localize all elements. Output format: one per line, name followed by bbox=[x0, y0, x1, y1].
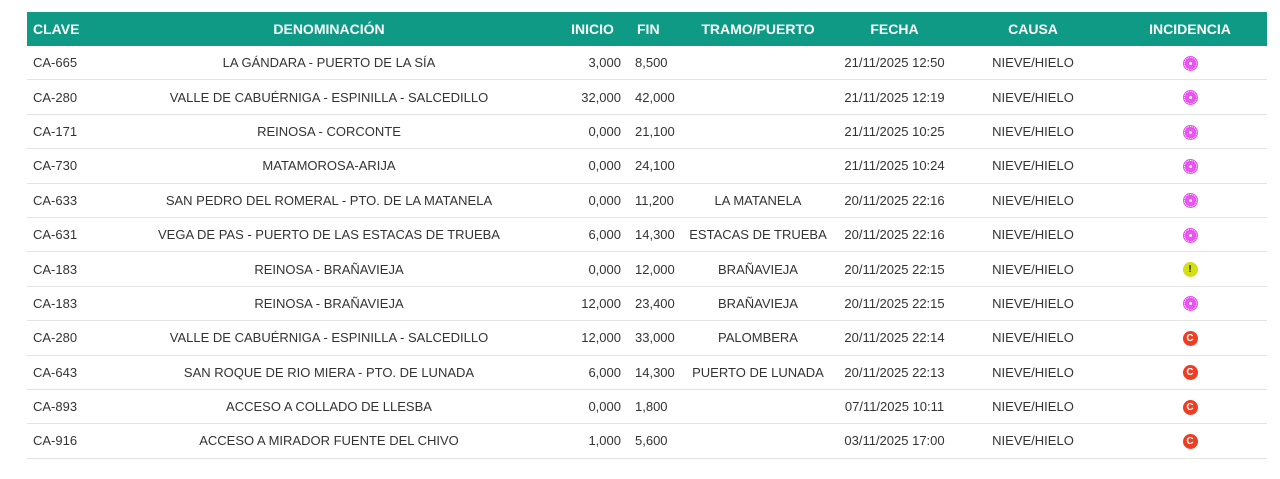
red-closed-icon[interactable]: C bbox=[1183, 365, 1198, 380]
cell-denominacion: REINOSA - BRAÑAVIEJA bbox=[100, 252, 558, 286]
cell-tramo bbox=[680, 149, 836, 183]
table-row bbox=[27, 149, 1267, 183]
header-fecha: FECHA bbox=[836, 12, 953, 46]
cell-inicio: 3,000 bbox=[558, 46, 627, 80]
cell-denominacion: REINOSA - BRAÑAVIEJA bbox=[100, 286, 558, 320]
table-row bbox=[27, 252, 1267, 286]
cell-incidencia bbox=[1113, 286, 1267, 320]
cell-incidencia bbox=[1113, 149, 1267, 183]
cell-fin: 21,100 bbox=[627, 114, 680, 148]
header-clave: CLAVE bbox=[27, 12, 100, 46]
cell-denominacion: VALLE DE CABUÉRNIGA - ESPINILLA - SALCEDILLO bbox=[100, 80, 558, 114]
cell-denominacion: REINOSA - CORCONTE bbox=[100, 114, 558, 148]
magenta-chain-icon[interactable] bbox=[1183, 228, 1198, 243]
cell-fecha: 03/11/2025 17:00 bbox=[836, 424, 953, 458]
cell-incidencia bbox=[1113, 183, 1267, 217]
magenta-chain-icon[interactable] bbox=[1183, 159, 1198, 174]
cell-causa: NIEVE/HIELO bbox=[953, 80, 1113, 114]
cell-denominacion: SAN ROQUE DE RIO MIERA - PTO. DE LUNADA bbox=[100, 355, 558, 389]
cell-fecha: 20/11/2025 22:16 bbox=[836, 217, 953, 251]
cell-causa: NIEVE/HIELO bbox=[953, 114, 1113, 148]
cell-inicio: 1,000 bbox=[558, 424, 627, 458]
header-tramo: TRAMO/PUERTO bbox=[680, 12, 836, 46]
cell-inicio: 12,000 bbox=[558, 321, 627, 355]
cell-causa: NIEVE/HIELO bbox=[953, 217, 1113, 251]
table-row bbox=[27, 355, 1267, 389]
header-inicio: INICIO bbox=[558, 12, 627, 46]
table-row bbox=[27, 389, 1267, 423]
cell-fin: 1,800 bbox=[627, 389, 680, 423]
cell-incidencia bbox=[1113, 424, 1267, 458]
cell-causa: NIEVE/HIELO bbox=[953, 389, 1113, 423]
cell-fin: 42,000 bbox=[627, 80, 680, 114]
cell-causa: NIEVE/HIELO bbox=[953, 355, 1113, 389]
cell-fin: 14,300 bbox=[627, 217, 680, 251]
cell-incidencia bbox=[1113, 355, 1267, 389]
cell-clave: CA-665 bbox=[27, 46, 100, 80]
cell-incidencia bbox=[1113, 389, 1267, 423]
cell-clave: CA-183 bbox=[27, 286, 100, 320]
red-closed-icon[interactable]: C bbox=[1183, 331, 1198, 346]
cell-causa: NIEVE/HIELO bbox=[953, 286, 1113, 320]
cell-clave: CA-631 bbox=[27, 217, 100, 251]
cell-inicio: 0,000 bbox=[558, 389, 627, 423]
magenta-chain-icon[interactable] bbox=[1183, 296, 1198, 311]
cell-fecha: 20/11/2025 22:15 bbox=[836, 252, 953, 286]
red-closed-icon[interactable]: C bbox=[1183, 434, 1198, 449]
cell-inicio: 12,000 bbox=[558, 286, 627, 320]
cell-clave: CA-633 bbox=[27, 183, 100, 217]
cell-tramo: BRAÑAVIEJA bbox=[680, 252, 836, 286]
cell-tramo bbox=[680, 46, 836, 80]
table-row bbox=[27, 114, 1267, 148]
cell-inicio: 0,000 bbox=[558, 252, 627, 286]
cell-fecha: 20/11/2025 22:15 bbox=[836, 286, 953, 320]
cell-fin: 33,000 bbox=[627, 321, 680, 355]
cell-tramo bbox=[680, 424, 836, 458]
header-denominacion: DENOMINACIÓN bbox=[100, 12, 558, 46]
cell-inicio: 32,000 bbox=[558, 80, 627, 114]
cell-denominacion: SAN PEDRO DEL ROMERAL - PTO. DE LA MATANELA bbox=[100, 183, 558, 217]
cell-fin: 12,000 bbox=[627, 252, 680, 286]
cell-clave: CA-280 bbox=[27, 80, 100, 114]
cell-incidencia bbox=[1113, 217, 1267, 251]
cell-causa: NIEVE/HIELO bbox=[953, 149, 1113, 183]
cell-inicio: 6,000 bbox=[558, 355, 627, 389]
table-row bbox=[27, 286, 1267, 320]
cell-clave: CA-893 bbox=[27, 389, 100, 423]
cell-denominacion: ACCESO A MIRADOR FUENTE DEL CHIVO bbox=[100, 424, 558, 458]
cell-inicio: 0,000 bbox=[558, 149, 627, 183]
cell-denominacion: VEGA DE PAS - PUERTO DE LAS ESTACAS DE TRUEBA bbox=[100, 217, 558, 251]
cell-incidencia bbox=[1113, 46, 1267, 80]
cell-tramo: ESTACAS DE TRUEBA bbox=[680, 217, 836, 251]
cell-fin: 23,400 bbox=[627, 286, 680, 320]
cell-denominacion: VALLE DE CABUÉRNIGA - ESPINILLA - SALCEDILLO bbox=[100, 321, 558, 355]
cell-tramo: BRAÑAVIEJA bbox=[680, 286, 836, 320]
cell-fin: 8,500 bbox=[627, 46, 680, 80]
cell-fin: 14,300 bbox=[627, 355, 680, 389]
cell-denominacion: MATAMOROSA-ARIJA bbox=[100, 149, 558, 183]
cell-clave: CA-171 bbox=[27, 114, 100, 148]
header-causa: CAUSA bbox=[953, 12, 1113, 46]
cell-incidencia bbox=[1113, 321, 1267, 355]
cell-tramo bbox=[680, 389, 836, 423]
cell-fecha: 21/11/2025 12:19 bbox=[836, 80, 953, 114]
cell-causa: NIEVE/HIELO bbox=[953, 183, 1113, 217]
magenta-chain-icon[interactable] bbox=[1183, 90, 1198, 105]
cell-denominacion: ACCESO A COLLADO DE LLESBA bbox=[100, 389, 558, 423]
cell-fecha: 20/11/2025 22:16 bbox=[836, 183, 953, 217]
cell-clave: CA-280 bbox=[27, 321, 100, 355]
table-row bbox=[27, 80, 1267, 114]
cell-causa: NIEVE/HIELO bbox=[953, 321, 1113, 355]
cell-fecha: 20/11/2025 22:13 bbox=[836, 355, 953, 389]
cell-clave: CA-916 bbox=[27, 424, 100, 458]
cell-inicio: 6,000 bbox=[558, 217, 627, 251]
cell-inicio: 0,000 bbox=[558, 114, 627, 148]
cell-causa: NIEVE/HIELO bbox=[953, 424, 1113, 458]
cell-tramo: PALOMBERA bbox=[680, 321, 836, 355]
table-row bbox=[27, 217, 1267, 251]
cell-fecha: 21/11/2025 10:24 bbox=[836, 149, 953, 183]
cell-incidencia bbox=[1113, 80, 1267, 114]
magenta-chain-icon[interactable] bbox=[1183, 125, 1198, 140]
magenta-chain-icon[interactable] bbox=[1183, 193, 1198, 208]
cell-clave: CA-643 bbox=[27, 355, 100, 389]
table-row bbox=[27, 321, 1267, 355]
table-row bbox=[27, 183, 1267, 217]
cell-tramo bbox=[680, 114, 836, 148]
magenta-chain-icon[interactable] bbox=[1183, 56, 1198, 71]
yellow-warning-icon[interactable]: ! bbox=[1183, 262, 1198, 277]
cell-incidencia bbox=[1113, 114, 1267, 148]
table-header bbox=[27, 12, 1267, 46]
cell-denominacion: LA GÁNDARA - PUERTO DE LA SÍA bbox=[100, 46, 558, 80]
cell-fin: 11,200 bbox=[627, 183, 680, 217]
cell-fecha: 20/11/2025 22:14 bbox=[836, 321, 953, 355]
cell-fecha: 21/11/2025 10:25 bbox=[836, 114, 953, 148]
cell-fin: 5,600 bbox=[627, 424, 680, 458]
cell-fin: 24,100 bbox=[627, 149, 680, 183]
cell-fecha: 07/11/2025 10:11 bbox=[836, 389, 953, 423]
cell-tramo: PUERTO DE LUNADA bbox=[680, 355, 836, 389]
header-incidencia: INCIDENCIA bbox=[1113, 12, 1267, 46]
cell-causa: NIEVE/HIELO bbox=[953, 252, 1113, 286]
cell-incidencia bbox=[1113, 252, 1267, 286]
cell-clave: CA-183 bbox=[27, 252, 100, 286]
cell-tramo bbox=[680, 80, 836, 114]
red-closed-icon[interactable]: C bbox=[1183, 400, 1198, 415]
cell-fecha: 21/11/2025 12:50 bbox=[836, 46, 953, 80]
table-row bbox=[27, 424, 1267, 458]
cell-causa: NIEVE/HIELO bbox=[953, 46, 1113, 80]
table-row bbox=[27, 46, 1267, 80]
cell-clave: CA-730 bbox=[27, 149, 100, 183]
cell-tramo: LA MATANELA bbox=[680, 183, 836, 217]
incidents-table bbox=[27, 12, 1267, 459]
header-fin: FIN bbox=[627, 12, 680, 46]
cell-inicio: 0,000 bbox=[558, 183, 627, 217]
